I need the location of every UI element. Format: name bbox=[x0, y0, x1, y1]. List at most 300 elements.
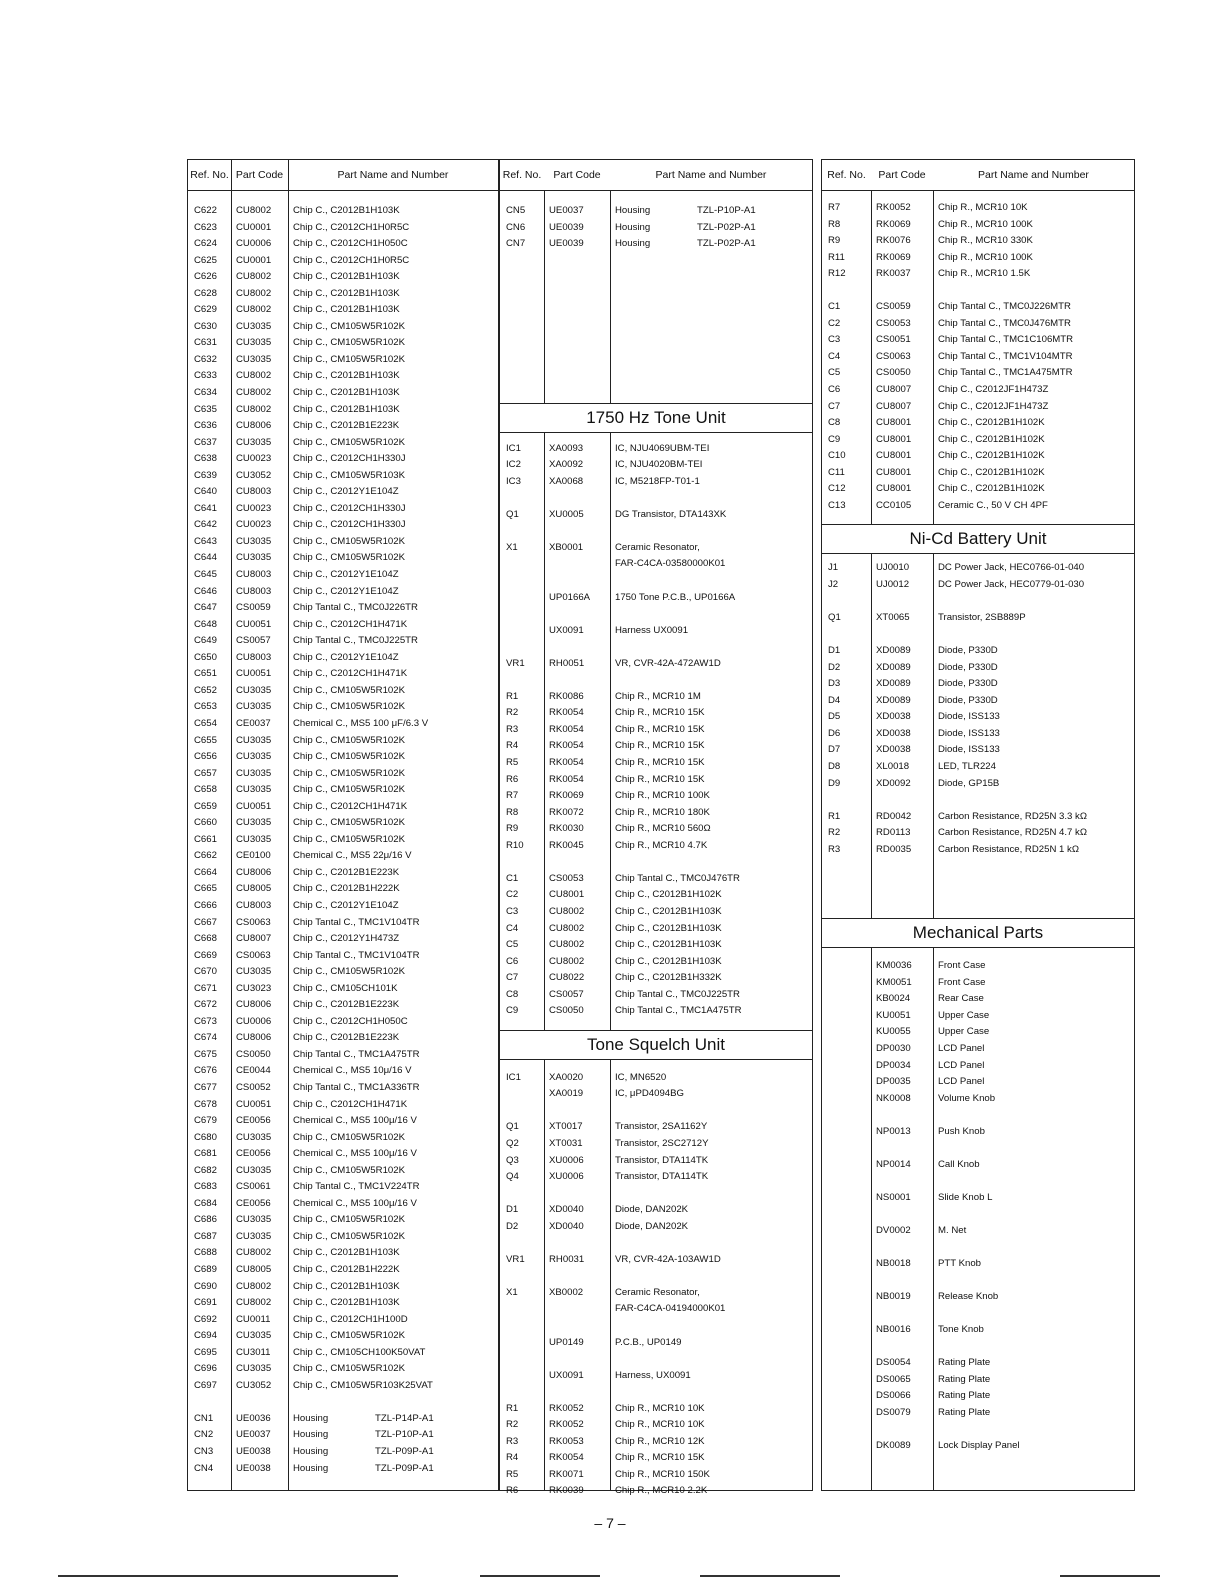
part-code: RK0054 bbox=[549, 707, 584, 719]
part-name: Chip C., C2012B1H103K bbox=[293, 1297, 400, 1309]
table-row bbox=[500, 1235, 812, 1252]
part-code bbox=[871, 1140, 933, 1157]
part-name: Chip C., CM105W5R102K bbox=[293, 320, 405, 332]
part-code bbox=[544, 490, 610, 507]
table-row bbox=[188, 402, 498, 419]
part-code: CU0001 bbox=[236, 254, 272, 266]
part-code: CE0056 bbox=[236, 1148, 271, 1160]
table-row bbox=[822, 266, 1134, 283]
part-name: Chip C., CM105W5R102K bbox=[293, 1131, 405, 1143]
part-name: FAR-C4CA-03580000K01 bbox=[615, 558, 726, 570]
table-row bbox=[188, 749, 498, 766]
ref-no: R1 bbox=[506, 690, 519, 702]
ref-no: C639 bbox=[194, 469, 217, 481]
ref-no bbox=[822, 1422, 871, 1439]
ref-no: R9 bbox=[506, 823, 519, 835]
part-name: Chip C., C2012B1H102K bbox=[938, 466, 1045, 478]
part-code: RD0042 bbox=[876, 810, 912, 822]
part-name: Front Case bbox=[938, 960, 986, 972]
ref-no: C689 bbox=[194, 1264, 217, 1275]
part-name: Chip C., C2012B1H103K bbox=[293, 205, 400, 216]
part-name: Chip C., C2012B1H102K bbox=[938, 433, 1045, 445]
ref-no: R8 bbox=[828, 218, 841, 230]
part-name: Chip C., C2012B1H102K bbox=[938, 450, 1045, 462]
ref-no: D4 bbox=[828, 694, 841, 706]
part-name: Chip C., C2012CH1H050C bbox=[293, 1015, 408, 1027]
part-code: UP0149 bbox=[549, 1336, 584, 1348]
part-code: CU8006 bbox=[236, 866, 272, 878]
part-name: Chip C., C2012B1E223K bbox=[293, 420, 400, 432]
ref-no: C623 bbox=[194, 221, 217, 233]
ref-no bbox=[822, 1124, 871, 1141]
ref-no: C681 bbox=[194, 1148, 217, 1160]
part-name: VR, CVR-42A-103AW1D bbox=[615, 1253, 721, 1265]
ref-no bbox=[500, 590, 544, 607]
table-row bbox=[500, 474, 812, 491]
part-name: Chip C., C2012CH1H330J bbox=[293, 502, 406, 514]
part-name: Chip Tantal C., TMC0J476MTR bbox=[938, 317, 1071, 329]
part-name bbox=[933, 1173, 1134, 1190]
part-code: XA0019 bbox=[549, 1088, 584, 1100]
ref-no: C664 bbox=[194, 866, 217, 878]
table-row bbox=[822, 809, 1134, 826]
table-row bbox=[822, 1074, 1134, 1091]
part-code: CU3035 bbox=[236, 337, 272, 349]
ref-no bbox=[822, 1008, 871, 1025]
part-name: Transistor, DTA114TK bbox=[615, 1171, 709, 1183]
table-row bbox=[188, 1461, 498, 1478]
ref-no: C650 bbox=[194, 651, 217, 663]
part-code: RK0069 bbox=[549, 790, 584, 802]
part-code: CU8002 bbox=[236, 1280, 272, 1292]
ref-no bbox=[500, 523, 544, 540]
table-row bbox=[188, 1130, 498, 1147]
ref-no: IC1 bbox=[506, 442, 521, 454]
part-code: RK0069 bbox=[876, 218, 911, 230]
part-name: Chemical C., MS5 100μ/16 V bbox=[293, 1148, 417, 1160]
part-name bbox=[610, 606, 812, 623]
ref-no: Q1 bbox=[506, 508, 519, 520]
ref-no: J2 bbox=[828, 578, 839, 590]
ref-no: C649 bbox=[194, 635, 217, 647]
ref-no: R1 bbox=[828, 810, 841, 822]
ref-no: R6 bbox=[506, 773, 519, 785]
table-row bbox=[188, 567, 498, 584]
part-name: Chip C., C2012Y1E104Z bbox=[293, 569, 399, 581]
ref-no: C692 bbox=[194, 1313, 217, 1325]
table-row bbox=[500, 1434, 812, 1451]
part-name bbox=[933, 1107, 1134, 1124]
part-code: CU0006 bbox=[236, 238, 272, 250]
part-name bbox=[610, 672, 812, 689]
part-code: CS0052 bbox=[236, 1081, 271, 1093]
ref-no: C624 bbox=[194, 238, 217, 250]
rows-a bbox=[188, 203, 498, 1477]
table-row bbox=[822, 233, 1134, 250]
part-name: Transistor, 2SC2712Y bbox=[615, 1137, 709, 1149]
part-name: DC Power Jack, HEC0779-01-030 bbox=[938, 578, 1085, 590]
part-name bbox=[288, 1411, 498, 1428]
ref-no: C661 bbox=[194, 833, 217, 845]
table-row bbox=[500, 203, 812, 220]
name-header: Part Name and Number bbox=[337, 169, 449, 181]
rows-b-tone-squelch bbox=[500, 1070, 812, 1500]
table-row bbox=[822, 299, 1134, 316]
ref-no: C636 bbox=[194, 420, 217, 432]
ref-no: C662 bbox=[194, 850, 217, 862]
part-name: Chip C., C2012B1H103K bbox=[615, 905, 722, 917]
part-name: Chip C., C2012B1H102K bbox=[938, 417, 1045, 429]
table-row bbox=[500, 656, 812, 673]
part-code: NB0016 bbox=[876, 1324, 911, 1336]
part-name: Push Knob bbox=[938, 1125, 985, 1137]
ref-no: D1 bbox=[828, 645, 841, 657]
ref-no: C626 bbox=[194, 271, 217, 283]
ref-no: C696 bbox=[194, 1363, 217, 1375]
table-row bbox=[188, 1245, 498, 1262]
part-code: XT0031 bbox=[549, 1137, 583, 1149]
ref-no: D7 bbox=[828, 744, 841, 756]
part-code bbox=[871, 1306, 933, 1323]
part-code: NS0001 bbox=[876, 1191, 911, 1203]
ref-no: C622 bbox=[194, 205, 217, 216]
ref-no: C13 bbox=[828, 499, 846, 511]
part-code: DK0089 bbox=[876, 1440, 911, 1452]
part-code: CU8002 bbox=[236, 205, 272, 216]
part-code: CS0050 bbox=[236, 1048, 271, 1060]
table-row bbox=[188, 1047, 498, 1064]
table-row bbox=[822, 643, 1134, 660]
table-row bbox=[500, 1384, 812, 1401]
part-name bbox=[933, 1140, 1134, 1157]
ref-no: D2 bbox=[828, 661, 841, 673]
name-header: Part Name and Number bbox=[978, 169, 1089, 181]
part-code bbox=[544, 672, 610, 689]
table-row bbox=[188, 997, 498, 1014]
part-code: RH0031 bbox=[549, 1253, 585, 1265]
part-name: Chip C., C2012B1H102K bbox=[938, 483, 1045, 495]
part-name: Chip R., MCR10 1.5K bbox=[938, 268, 1031, 280]
table-row bbox=[822, 1206, 1134, 1223]
part-code: XA0020 bbox=[549, 1071, 584, 1083]
ref-no: Q1 bbox=[828, 612, 841, 624]
ref-no: C684 bbox=[194, 1197, 217, 1209]
ref-no: D8 bbox=[828, 760, 841, 772]
ref-no: C12 bbox=[828, 483, 846, 495]
ref-no: CN7 bbox=[506, 238, 526, 250]
ref-no bbox=[822, 1388, 871, 1405]
ref-no bbox=[822, 283, 871, 300]
part-name: Transistor, DTA114TK bbox=[615, 1154, 709, 1166]
part-code: KM0051 bbox=[876, 976, 912, 988]
ref-no: C670 bbox=[194, 966, 217, 978]
ref-no: C5 bbox=[828, 367, 841, 379]
table-row bbox=[822, 382, 1134, 399]
ref-no bbox=[822, 1339, 871, 1356]
part-name bbox=[933, 627, 1134, 644]
table-row bbox=[188, 319, 498, 336]
ref-no bbox=[500, 1301, 544, 1318]
ref-no: R10 bbox=[506, 839, 524, 851]
ref-no: C641 bbox=[194, 502, 217, 514]
part-name: Diode, P330D bbox=[938, 645, 998, 657]
part-code: CU3035 bbox=[236, 751, 272, 763]
part-code: XA0092 bbox=[549, 459, 584, 471]
part-name bbox=[610, 1186, 812, 1203]
part-code bbox=[871, 283, 933, 300]
table-row bbox=[822, 1388, 1134, 1405]
part-name: Diode, ISS133 bbox=[938, 711, 1000, 723]
part-code bbox=[871, 1339, 933, 1356]
ref-no: C635 bbox=[194, 403, 217, 415]
part-code: RK0052 bbox=[876, 202, 911, 213]
table-row bbox=[188, 534, 498, 551]
table-row bbox=[188, 948, 498, 965]
part-code: XB0002 bbox=[549, 1286, 584, 1298]
part-name: Lock Display Panel bbox=[938, 1440, 1020, 1452]
ref-no: C678 bbox=[194, 1098, 217, 1110]
ref-no: R8 bbox=[506, 806, 519, 818]
part-code: XA0093 bbox=[549, 442, 584, 454]
part-code: CU3035 bbox=[236, 552, 272, 564]
ref-no: CN1 bbox=[194, 1412, 214, 1424]
part-name bbox=[933, 1339, 1134, 1356]
part-name: IC, MN6520 bbox=[615, 1071, 667, 1083]
part-code: UJ0010 bbox=[876, 562, 910, 574]
ref-no bbox=[822, 1322, 871, 1339]
part-name: Chip C., CM105W5R102K bbox=[293, 966, 405, 978]
part-name: Carbon Resistance, RD25N 1 kΩ bbox=[938, 843, 1080, 855]
ref-no: C691 bbox=[194, 1297, 217, 1309]
part-name bbox=[933, 1422, 1134, 1439]
ref-no bbox=[822, 1024, 871, 1041]
part-name: Chip C., CM105W5R102K bbox=[293, 701, 405, 713]
part-name: Chip R., MCR10 15K bbox=[615, 757, 705, 769]
code-header: Part Code bbox=[553, 169, 601, 181]
part-code: XD0038 bbox=[876, 727, 911, 739]
part-number: TZL-P02P-A1 bbox=[697, 221, 756, 233]
ref-no: C648 bbox=[194, 618, 217, 630]
ref-header: Ref. No. bbox=[502, 169, 542, 181]
table-row bbox=[822, 825, 1134, 842]
ref-no bbox=[500, 490, 544, 507]
table-row bbox=[188, 1212, 498, 1229]
part-code bbox=[871, 1107, 933, 1124]
part-name: Chip C., C2012JF1H473Z bbox=[938, 384, 1049, 396]
table-row bbox=[822, 676, 1134, 693]
part-name: Housing bbox=[615, 205, 651, 216]
part-code: DP0030 bbox=[876, 1042, 911, 1054]
part-name: Chip C., C2012CH1H050C bbox=[293, 238, 408, 250]
table-header bbox=[500, 160, 812, 191]
ref-no: C652 bbox=[194, 684, 217, 696]
table-row bbox=[822, 316, 1134, 333]
part-name: Carbon Resistance, RD25N 4.7 kΩ bbox=[938, 827, 1088, 839]
part-code: RK0054 bbox=[549, 723, 584, 735]
part-name: IC, M5218FP-T01-1 bbox=[615, 475, 700, 487]
part-code: CE0044 bbox=[236, 1065, 271, 1077]
part-code: CS0059 bbox=[876, 301, 911, 313]
table-row bbox=[822, 1405, 1134, 1422]
part-code: CE0056 bbox=[236, 1115, 271, 1127]
table-row bbox=[500, 540, 812, 557]
part-name: Chip C., CM105W5R103K bbox=[293, 469, 405, 481]
table-row bbox=[188, 1279, 498, 1296]
ref-no bbox=[500, 1351, 544, 1368]
ref-no bbox=[822, 792, 871, 809]
table-row bbox=[822, 1322, 1134, 1339]
part-code: CU3035 bbox=[236, 1131, 272, 1143]
part-name: Chip R., MCR10 150K bbox=[615, 1468, 710, 1480]
part-name: Chip C., CM105W5R102K bbox=[293, 784, 405, 796]
part-code: CU0023 bbox=[236, 453, 272, 465]
part-code: RK0037 bbox=[876, 268, 911, 280]
table-row bbox=[188, 1295, 498, 1312]
part-code bbox=[871, 1422, 933, 1439]
page-number: – 7 – bbox=[594, 1515, 626, 1531]
table-row bbox=[822, 1372, 1134, 1389]
ref-no: C638 bbox=[194, 453, 217, 465]
ref-no: CN2 bbox=[194, 1429, 214, 1441]
table-row bbox=[188, 302, 498, 319]
ref-no: C680 bbox=[194, 1131, 217, 1143]
part-name: Chip C., CM105W5R102K bbox=[293, 817, 405, 829]
ref-no: R5 bbox=[506, 757, 519, 769]
ref-no: C677 bbox=[194, 1081, 217, 1093]
table-row bbox=[188, 1146, 498, 1163]
part-name: Chip C., C2012CH1H471K bbox=[293, 800, 408, 812]
part-number: TZL-P02P-A1 bbox=[697, 238, 756, 250]
part-name bbox=[610, 523, 812, 540]
table-row bbox=[188, 584, 498, 601]
part-name: DC Power Jack, HEC0766-01-040 bbox=[938, 562, 1085, 574]
ref-no bbox=[500, 1103, 544, 1120]
part-name bbox=[610, 1351, 812, 1368]
part-code: CU8006 bbox=[236, 1032, 272, 1044]
ref-no: C8 bbox=[828, 417, 841, 429]
part-name: Chip C., CM105W5R102K bbox=[293, 337, 405, 349]
part-code: CU8002 bbox=[236, 370, 272, 382]
part-name: Ceramic Resonator, bbox=[615, 1286, 700, 1298]
ref-no: R3 bbox=[828, 843, 841, 855]
part-name: Ceramic C., 50 V CH 4PF bbox=[938, 499, 1048, 511]
ref-no: C687 bbox=[194, 1230, 217, 1242]
ref-no bbox=[822, 1173, 871, 1190]
part-code: CU8002 bbox=[236, 387, 272, 399]
ref-no bbox=[500, 1384, 544, 1401]
ref-no bbox=[822, 1405, 871, 1422]
part-name: Chip C., CM105W5R102K bbox=[293, 1363, 405, 1375]
table-row bbox=[188, 1196, 498, 1213]
table-row bbox=[822, 332, 1134, 349]
part-code: CU8002 bbox=[236, 1297, 272, 1309]
part-name: Chip C., C2012B1H103K bbox=[293, 1247, 400, 1259]
part-name: Chip R., MCR10 10K bbox=[615, 1419, 705, 1431]
part-name: Chip C., C2012CH1H0R5C bbox=[293, 221, 410, 233]
table-row bbox=[822, 1091, 1134, 1108]
part-name: Ceramic Resonator, bbox=[615, 541, 700, 553]
footer-rule-mid bbox=[480, 1575, 600, 1577]
table-row bbox=[188, 716, 498, 733]
table-row bbox=[188, 1030, 498, 1047]
table-row bbox=[500, 1136, 812, 1153]
part-code: XD0089 bbox=[876, 661, 911, 673]
ref-no: C3 bbox=[828, 334, 841, 346]
part-name: Chip C., CM105W5R102K bbox=[293, 751, 405, 763]
ref-no: D2 bbox=[506, 1220, 519, 1232]
table-row bbox=[822, 759, 1134, 776]
part-code bbox=[544, 1235, 610, 1252]
ref-no: IC3 bbox=[506, 475, 521, 487]
table-row bbox=[500, 556, 812, 573]
table-row bbox=[822, 1306, 1134, 1323]
table-row bbox=[822, 610, 1134, 627]
part-code: CS0063 bbox=[876, 350, 911, 362]
part-code: KU0051 bbox=[876, 1009, 911, 1021]
part-code: XU0006 bbox=[549, 1154, 584, 1166]
part-code: XD0089 bbox=[876, 678, 911, 690]
part-code: UX0091 bbox=[549, 624, 584, 636]
table-row bbox=[500, 689, 812, 706]
part-name: Chip C., C2012Y1H473Z bbox=[293, 933, 400, 945]
table-row bbox=[822, 349, 1134, 366]
ref-no: C656 bbox=[194, 751, 217, 763]
part-name bbox=[610, 1318, 812, 1335]
part-code bbox=[544, 639, 610, 656]
part-code bbox=[871, 792, 933, 809]
table-row bbox=[188, 352, 498, 369]
table-row bbox=[500, 904, 812, 921]
table-row bbox=[500, 1219, 812, 1236]
part-name: Chip C., CM105W5R102K bbox=[293, 833, 405, 845]
part-number: TZL-P10P-A1 bbox=[375, 1429, 434, 1441]
part-name: Chip Tantal C., TMC1V104TR bbox=[293, 949, 420, 961]
table-row bbox=[822, 577, 1134, 594]
table-row bbox=[822, 742, 1134, 759]
rows-c-mechanical bbox=[822, 958, 1134, 1454]
ref-no: C10 bbox=[828, 450, 846, 462]
part-name: Chip Tantal C., TMC1A475TR bbox=[615, 1005, 742, 1017]
part-name: Chip C., C2012B1H103K bbox=[293, 1280, 400, 1292]
part-name: Chip C., C2012B1H222K bbox=[293, 1264, 400, 1275]
ref-no: C654 bbox=[194, 717, 217, 729]
parts-table-middle bbox=[499, 159, 813, 1497]
part-code: CU8003 bbox=[236, 486, 272, 498]
part-code: DS0066 bbox=[876, 1390, 911, 1402]
ref-no bbox=[822, 1041, 871, 1058]
ref-no: VR1 bbox=[506, 1253, 525, 1265]
part-code: UE0038 bbox=[236, 1446, 271, 1458]
ref-no: R4 bbox=[506, 740, 519, 752]
ref-no: C683 bbox=[194, 1181, 217, 1193]
part-code: CS0063 bbox=[236, 949, 271, 961]
table-row bbox=[822, 660, 1134, 677]
ref-header: Ref. No. bbox=[190, 169, 229, 181]
part-code: CS0057 bbox=[236, 635, 271, 647]
table-header bbox=[188, 160, 498, 191]
part-name: Diode, DAN202K bbox=[615, 1204, 689, 1216]
table-row bbox=[500, 236, 812, 253]
table-row bbox=[822, 481, 1134, 498]
part-name: Chip C., C2012Y1E104Z bbox=[293, 651, 399, 663]
ref-no bbox=[822, 1107, 871, 1124]
part-code: CU0011 bbox=[236, 1313, 271, 1325]
table-row bbox=[822, 465, 1134, 482]
part-name: Chemical C., MS5 100μ/16 V bbox=[293, 1115, 417, 1127]
part-code: CU8002 bbox=[549, 922, 585, 934]
table-row bbox=[822, 217, 1134, 234]
part-code: CU8001 bbox=[876, 433, 912, 445]
